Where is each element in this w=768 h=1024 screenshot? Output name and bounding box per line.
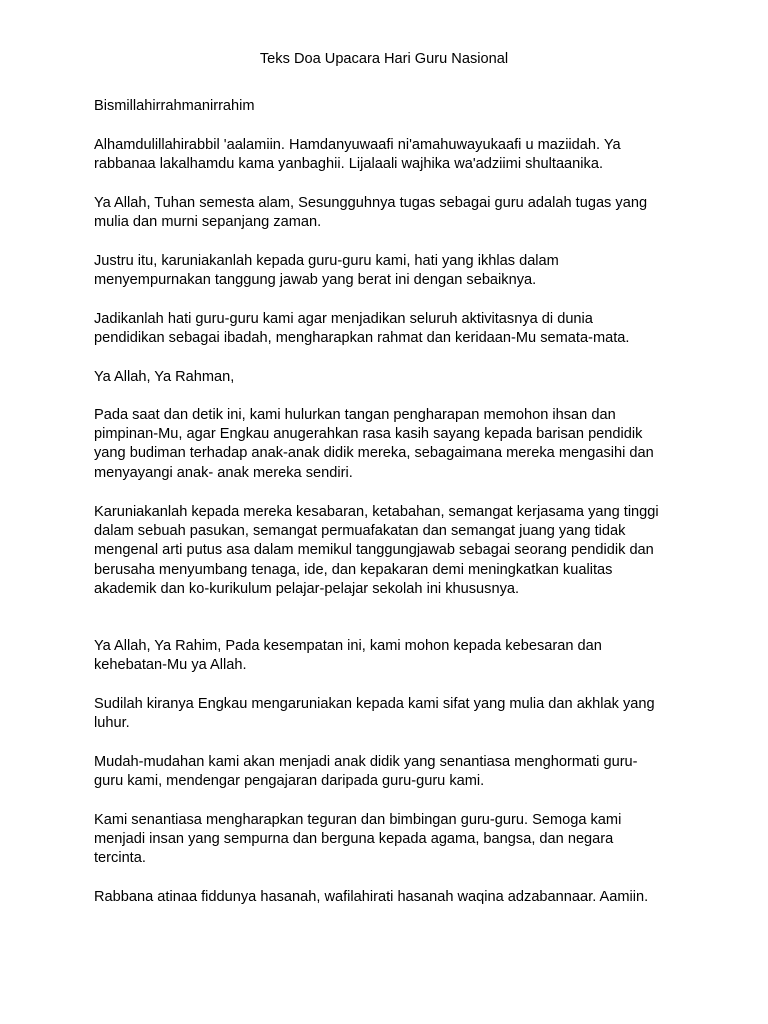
document-title: Teks Doa Upacara Hari Guru Nasional — [259, 51, 509, 67]
paragraph-alhamdulillah: Alhamdulillahirabbil 'aalamiin. Hamdanyuwaafi ni'amahuwayukaafi u maziidah. Ya rabbanaa lakalhamdu kama yanbaghii. Lijalaali wajhika wa'adziimi shultaanika. — [94, 137, 621, 173]
paragraph-bismillah: Bismillahirrahmanirrahim — [94, 98, 255, 114]
paragraph-kami-senantiasa: Kami senantiasa mengharapkan teguran dan bimbingan guru-guru. Semoga kami menjadi insan yang sempurna dan berguna kepada agama, bangsa, dan negara tercinta. — [94, 812, 622, 867]
paragraph-karuniakanlah: Karuniakanlah kepada mereka kesabaran, ketabahan, semangat kerjasama yang tinggi dalam sebuah pasukan, semangat permuafakatan dan semangat juang yang tidak mengenal arti putus asa dalam memikul tanggungjawab sebagai seorang pendidik dan berusaha menyumbang tenaga, ide, dan kepakaran demi meningkatkan kualitas akademik dan ko-kurikulum pelajar-pelajar sekolah ini khususnya. — [94, 504, 659, 597]
paragraph-ya-rahim: Ya Allah, Ya Rahim, Pada kesempatan ini, kami mohon kepada kebesaran dan kehebatan-Mu ya Allah. — [94, 638, 602, 674]
paragraph-mudah-mudahan: Mudah-mudahan kami akan menjadi anak didik yang senantiasa menghormati guru- guru kami, mendengar pengajaran daripada guru-guru kami. — [94, 754, 638, 790]
paragraph-ya-allah-tuhan: Ya Allah, Tuhan semesta alam, Sesungguhnya tugas sebagai guru adalah tugas yang mulia dan murni sepanjang zaman. — [94, 195, 648, 231]
paragraph-sudilah: Sudilah kiranya Engkau mengaruniakan kepada kami sifat yang mulia dan akhlak yang luhur. — [94, 696, 655, 732]
paragraph-pada-saat: Pada saat dan detik ini, kami hulurkan tangan pengharapan memohon ihsan dan pimpinan-Mu, agar Engkau anugerahkan rasa kasih sayang kepada barisan pendidik yang budiman terhadap anak-anak didik mereka, sebagaimana mereka mengasihi dan menyayangi anak- anak mereka sendiri. — [94, 407, 654, 481]
paragraph-jadikanlah: Jadikanlah hati guru-guru kami agar menjadikan seluruh aktivitasnya di dunia pendidikan sebagai ibadah, mengharapkan rahmat dan keridaan-Mu semata-mata. — [94, 311, 630, 347]
paragraph-ya-rahman: Ya Allah, Ya Rahman, — [94, 369, 235, 385]
paragraph-justru-itu: Justru itu, karuniakanlah kepada guru-guru kami, hati yang ikhlas dalam menyempurnakan tanggung jawab yang berat ini dengan sebaiknya. — [94, 253, 559, 289]
paragraph-rabbana: Rabbana atinaa fiddunya hasanah, wafilahirati hasanah waqina adzabannaar. Aamiin. — [94, 889, 649, 905]
